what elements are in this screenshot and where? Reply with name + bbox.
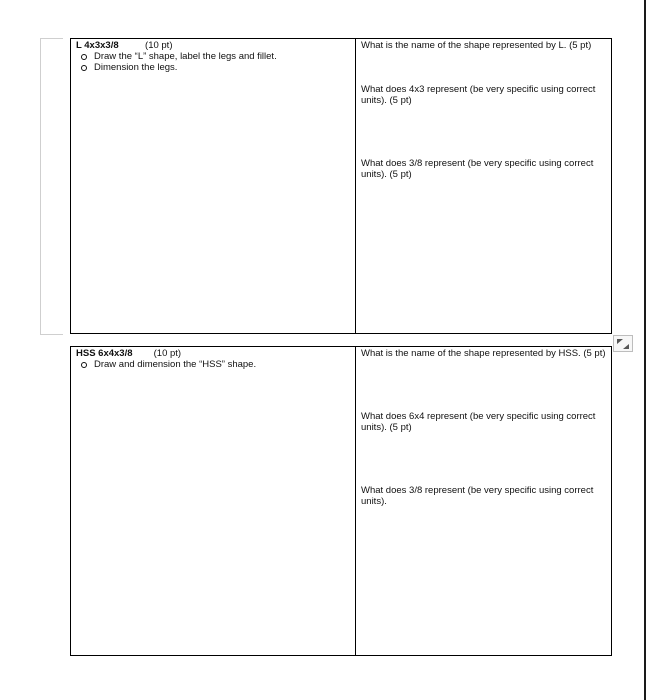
table-selection-frame — [40, 38, 63, 335]
instruction-list — [76, 51, 350, 73]
question-text: What does 6x4 represent (be very specific using correct units). (5 pt) — [361, 411, 596, 433]
points-label: (10 pt) — [153, 348, 182, 359]
drawing-cell[interactable] — [71, 347, 356, 656]
shape-code: HSS 6x4x3/8 — [76, 348, 133, 359]
page-edge-border — [644, 0, 646, 700]
question-table-hss-shape — [70, 346, 612, 656]
answer-cell[interactable] — [356, 39, 612, 334]
points-label: (10 pt) — [145, 40, 173, 51]
list-item: Dimension the legs. — [94, 62, 350, 73]
answer-cell[interactable] — [356, 347, 612, 656]
shape-code: L 4x3x3/8 — [76, 40, 119, 51]
instruction-list — [76, 359, 350, 370]
question-text: What does 4x3 represent (be very specific using correct units). (5 pt) — [361, 84, 596, 106]
question-text: What does 3/8 represent (be very specific using correct units). (5 pt) — [361, 158, 594, 180]
shape-heading — [76, 40, 350, 51]
shape-heading — [76, 348, 350, 359]
question-text: What is the name of the shape represented by HSS. (5 pt) — [361, 348, 606, 359]
question-table-l-shape — [70, 38, 612, 334]
table-resize-handle[interactable] — [613, 335, 633, 352]
resize-arrow-icon — [617, 339, 629, 349]
list-item: Draw the “L” shape, label the legs and fillet. — [94, 51, 350, 62]
list-item: Draw and dimension the “HSS” shape. — [94, 359, 350, 370]
question-text: What is the name of the shape represented by L. (5 pt) — [361, 40, 592, 51]
drawing-cell[interactable] — [71, 39, 356, 334]
question-text: What does 3/8 represent (be very specific using correct units). — [361, 485, 594, 507]
